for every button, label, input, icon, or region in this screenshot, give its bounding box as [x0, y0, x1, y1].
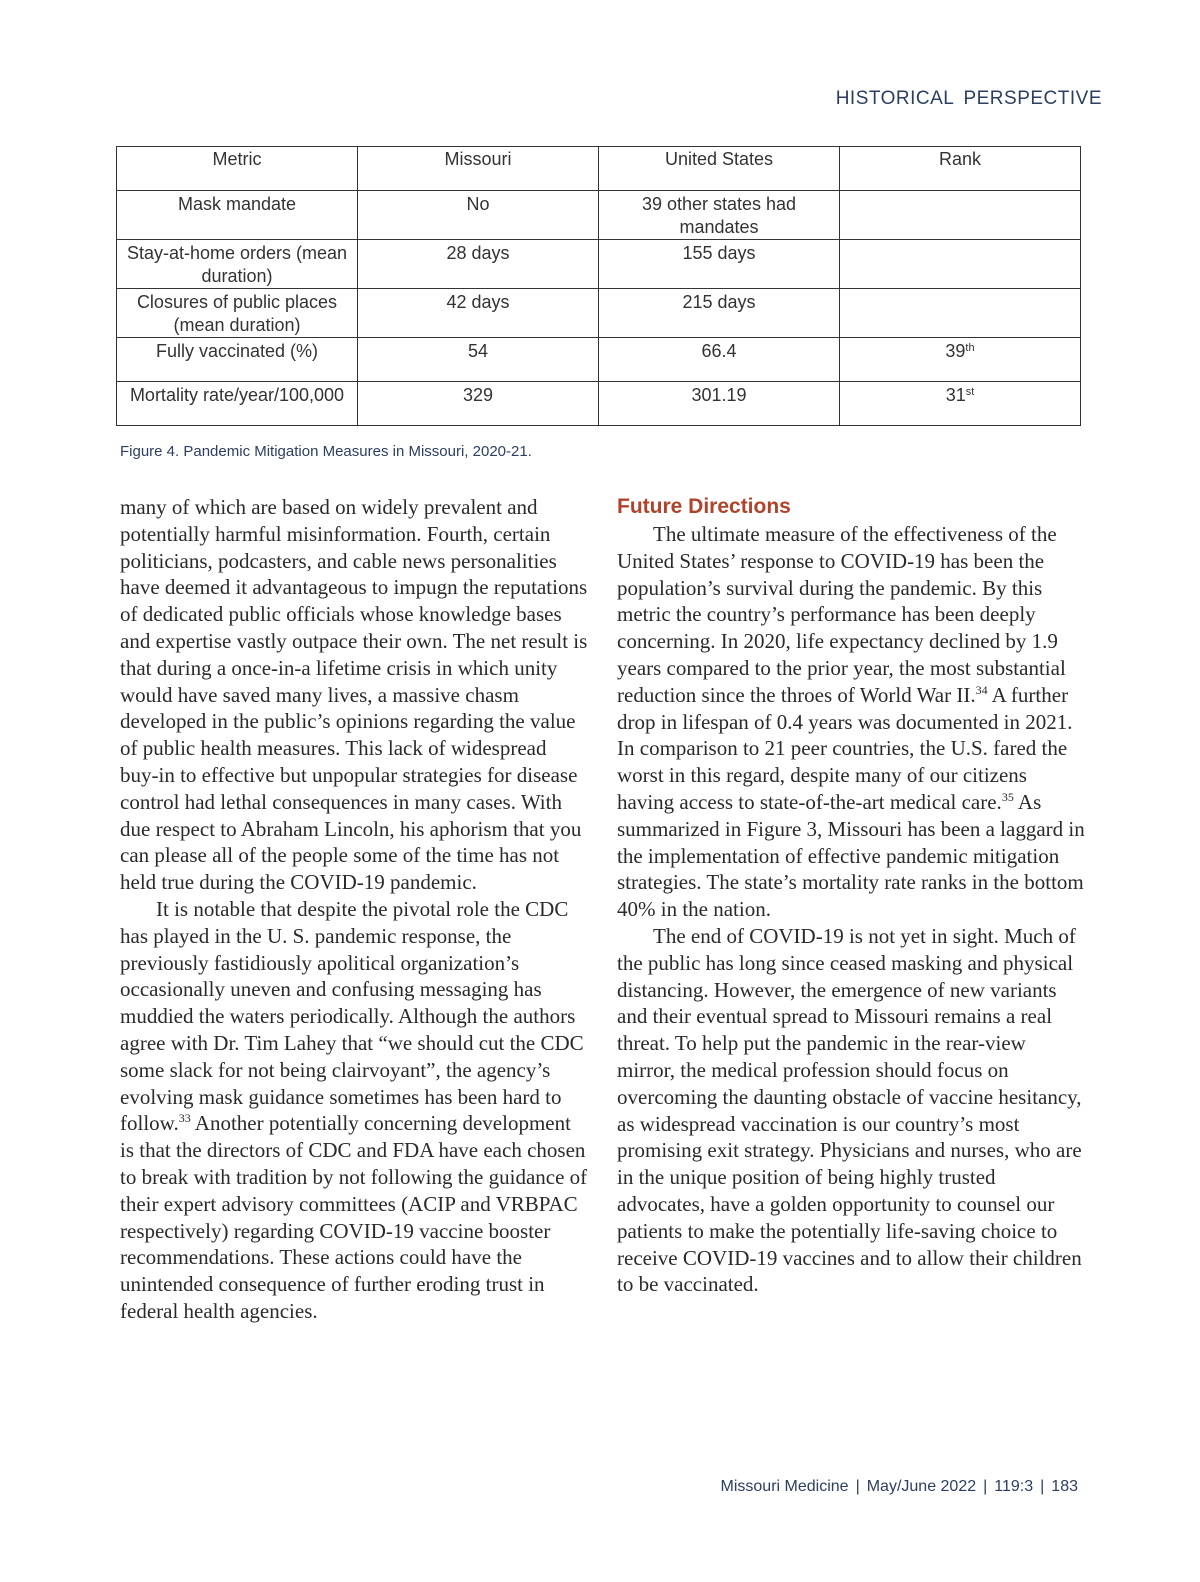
table-header-row [117, 147, 1081, 191]
rank-cell [840, 240, 1081, 289]
rank-suffix: th [965, 342, 975, 354]
rank-value: 39 [945, 341, 966, 361]
body-paragraph: many of which are based on widely prevalent and potentially harmful misinformation. Fourth, certain politicians, podcasters, and cable news personalities have deemed it advantageous to impugn the reputations of dedicated public officials whose knowledge bases and expertise vastly outpace their own. The net result is that during a once-in-a lifetime crisis in which unity would have saved many lives, a massive chasm developed in the public’s opinions regarding the value of public health measures. This lack of widespread buy-in to effective but unpopular strategies for disease control had lethal consequences in many cases. With due respect to Abraham Lincoln, his aphorism that you can please all of the people some of the time has not held true during the COVID-19 pandemic. [120, 495, 588, 895]
missouri-cell: 28 days [358, 240, 599, 289]
us-cell: 39 other states had mandates [599, 191, 840, 240]
table-row [117, 289, 1081, 338]
rank-cell [840, 191, 1081, 240]
section-header: HISTORICAL PERSPECTIVE [835, 88, 1102, 109]
rank-cell [840, 382, 1081, 426]
table-row [117, 338, 1081, 382]
right-column [617, 494, 1087, 1298]
us-cell: 215 days [599, 289, 840, 338]
table-header-cell: Rank [840, 147, 1081, 191]
volume-issue: 119:3 [994, 1478, 1034, 1495]
figure-caption: Figure 4. Pandemic Mitigation Measures in Missouri, 2020-21. [120, 443, 532, 460]
table-row [117, 191, 1081, 240]
missouri-cell: 54 [358, 338, 599, 382]
page-footer: Missouri Medicine | May/June 2022 | 119:3 | 183 [720, 1478, 1078, 1495]
table-row [117, 240, 1081, 289]
page-number: 183 [1051, 1478, 1078, 1495]
journal-name: Missouri Medicine [720, 1478, 849, 1495]
metric-cell: Stay-at-home orders (mean duration) [117, 240, 358, 289]
rank-cell [840, 338, 1081, 382]
body-paragraph: The end of COVID-19 is not yet in sight. Much of the public has long since ceased masking and physical distancing. However, the emergence of new variants and their eventual spread to Missouri remains a real threat. To help put the pandemic in the rear-view mirror, the medical profession should focus on overcoming the daunting obstacle of vaccine hesitancy, as widespread vaccination is our country’s most promising exit strategy. Physicians and nurses, who are in the unique position of being highly trusted advocates, have a golden opportunity to counsel our patients to make the potentially life-saving choice to receive COVID-19 vaccines and to allow their children to be vaccinated. [617, 923, 1082, 1297]
reference-number: 33 [178, 1111, 191, 1126]
rank-cell [840, 289, 1081, 338]
table-header-cell: Missouri [358, 147, 599, 191]
missouri-cell: 42 days [358, 289, 599, 338]
metric-cell: Closures of public places (mean duration) [117, 289, 358, 338]
us-cell: 301.19 [599, 382, 840, 426]
metric-cell: Mortality rate/year/100,000 [117, 382, 358, 426]
issue-date: May/June 2022 [866, 1478, 977, 1495]
paragraph-text: As summarized in Figure 3, Missouri has been a laggard in the implementation of effective pandemic mitigation strategies. The state’s mortality rate ranks in the bottom 40% in the nation. [617, 789, 1085, 922]
table-row [117, 382, 1081, 426]
missouri-cell: 329 [358, 382, 599, 426]
reference-number: 35 [1001, 789, 1014, 804]
table-header-cell: United States [599, 147, 840, 191]
section-heading: Future Directions [617, 495, 791, 518]
body-paragraph [120, 896, 590, 1325]
paragraph-text: It is notable that despite the pivotal role the CDC has played in the U. S. pandemic response, the previously fastidiously apolitical organization’s occasionally uneven and confusing messaging has muddied the waters periodically. Although the authors agree with Dr. Tim Lahey that “we should cut the CDC some slack for not being clairvoyant”, the agency’s evolving mask guidance sometimes has been hard to follow. [120, 896, 584, 1136]
metric-cell: Mask mandate [117, 191, 358, 240]
paragraph-text: The ultimate measure of the effectiveness of the United States’ response to COVID-19 has been the population’s survival during the pandemic. By this metric the country’s performance has been deeply concerning. In 2020, life expectancy declined by 1.9 years compared to the prior year, the most substantial reduction since the throes of World War II. [617, 522, 1066, 707]
table-header-cell: Metric [117, 147, 358, 191]
us-cell: 155 days [599, 240, 840, 289]
rank-suffix: st [965, 386, 975, 398]
metric-cell: Fully vaccinated (%) [117, 338, 358, 382]
paragraph-text: A further drop in lifespan of 0.4 years was documented in 2021. In comparison to 21 peer countries, the U.S. fared the worst in this regard, despite many of our citizens having access to state-of-the-art medical care. [617, 682, 1073, 814]
rank-value: 31 [945, 385, 966, 405]
mitigation-table [116, 146, 1081, 426]
missouri-cell: No [358, 191, 599, 240]
us-cell: 66.4 [599, 338, 840, 382]
left-column [120, 494, 590, 1325]
paragraph-text: Another potentially concerning development is that the directors of CDC and FDA have each chosen to break with tradition by not following the guidance of their expert advisory committees (ACIP and VRBPAC respectively) regarding COVID-19 vaccine booster recommendations. These actions could have the unintended consequence of further eroding trust in federal health agencies. [120, 1111, 588, 1323]
reference-number: 34 [975, 682, 988, 697]
body-paragraph [617, 521, 1087, 923]
